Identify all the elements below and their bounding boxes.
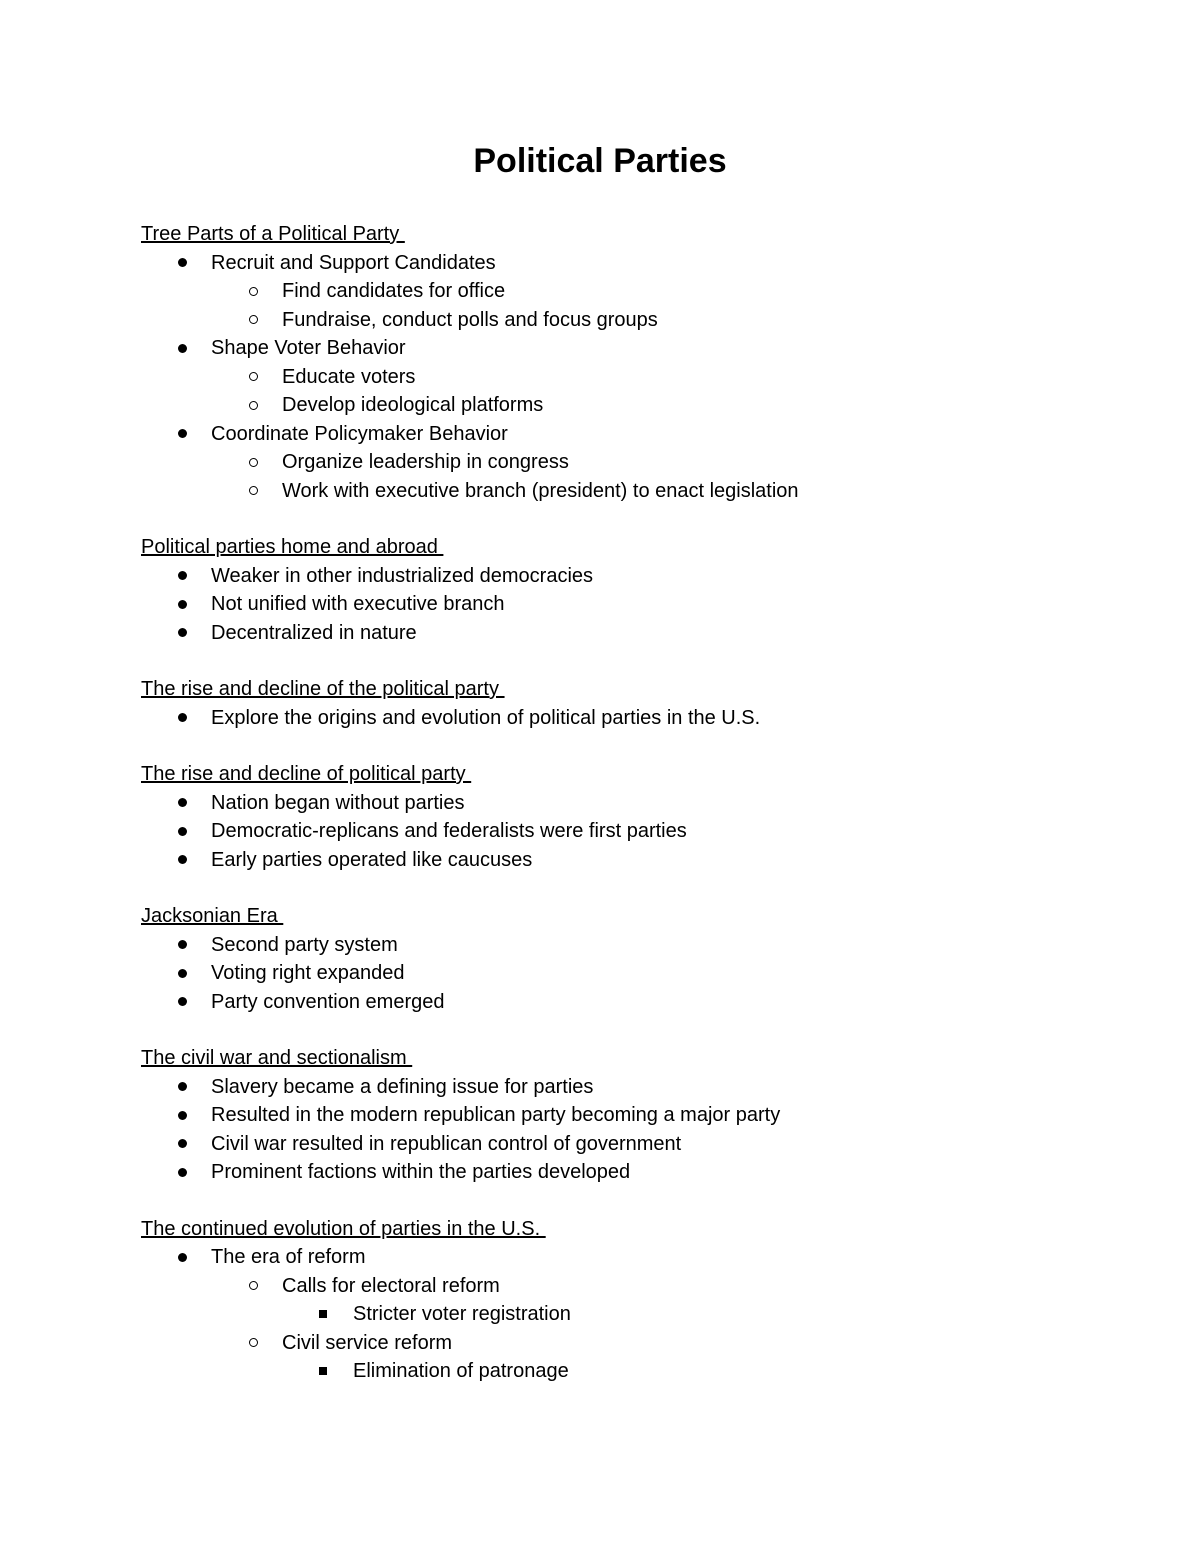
section-heading: Political parties home and abroad (141, 536, 444, 558)
list-item-text: Resulted in the modern republican party becoming a major party (211, 1104, 781, 1126)
disc-bullet-icon (178, 789, 187, 818)
list-item (141, 420, 1141, 449)
disc-bullet-icon (178, 249, 187, 278)
list-item (141, 448, 1141, 477)
circle-bullet-icon (249, 306, 258, 335)
section (141, 675, 1141, 732)
section (141, 220, 1141, 505)
disc-bullet-icon (178, 704, 187, 733)
list-item-text: Decentralized in nature (211, 621, 417, 644)
list-item (141, 1073, 1141, 1102)
list-item-text: Educate voters (282, 365, 416, 388)
list-item (141, 249, 1141, 278)
document-body (141, 220, 1141, 1414)
section-heading: Jacksonian Era (141, 905, 284, 927)
square-bullet-icon (319, 1300, 327, 1329)
disc-bullet-icon (178, 931, 187, 960)
list-item (141, 391, 1141, 420)
list-item (141, 590, 1141, 619)
list-item (141, 477, 1141, 506)
list-item-text: Democratic-replicans and federalists were first parties (211, 820, 687, 842)
list-item (141, 363, 1141, 392)
disc-bullet-icon (178, 1158, 187, 1187)
list-item-text: Early parties operated like caucuses (211, 848, 533, 871)
circle-bullet-icon (249, 448, 258, 477)
disc-bullet-icon (178, 988, 187, 1017)
section (141, 533, 1141, 647)
list-item-text: Organize leadership in congress (282, 451, 569, 473)
section-heading: The civil war and sectionalism (141, 1047, 413, 1069)
list-item-text: Prominent factions within the parties developed (211, 1161, 631, 1183)
circle-bullet-icon (249, 391, 258, 420)
list-item-text: Stricter voter registration (353, 1303, 571, 1325)
list-item-text: Fundraise, conduct polls and focus groups (282, 308, 658, 331)
list-item (141, 562, 1141, 591)
list-item (141, 1329, 1141, 1358)
list-item (141, 306, 1141, 335)
list-item-text: Slavery became a defining issue for parties (211, 1075, 594, 1098)
list-item (141, 959, 1141, 988)
list-item-text: Not unified with executive branch (211, 593, 505, 615)
list-item-text: Weaker in other industrialized democracies (211, 564, 594, 587)
list-item-text: Elimination of patronage (353, 1360, 569, 1382)
list-item (141, 1158, 1141, 1187)
circle-bullet-icon (249, 277, 258, 306)
list-item (141, 277, 1141, 306)
section-heading: The rise and decline of political party (141, 763, 472, 785)
list-item-text: Work with executive branch (president) to enact legislation (282, 479, 799, 502)
section (141, 1215, 1141, 1386)
list-item-text: Nation began without parties (211, 791, 465, 814)
disc-bullet-icon (178, 420, 187, 449)
list-item-text: Civil war resulted in republican control of government (211, 1132, 682, 1155)
circle-bullet-icon (249, 1272, 258, 1301)
disc-bullet-icon (178, 334, 187, 363)
disc-bullet-icon (178, 590, 187, 619)
disc-bullet-icon (178, 562, 187, 591)
list-item-text: Civil service reform (282, 1331, 453, 1354)
list-item (141, 846, 1141, 875)
disc-bullet-icon (178, 1101, 187, 1130)
circle-bullet-icon (249, 1329, 258, 1358)
list-item (141, 817, 1141, 846)
section-heading: Tree Parts of a Political Party (141, 223, 405, 245)
list-item (141, 334, 1141, 363)
list-item-text: Voting right expanded (211, 962, 405, 984)
section (141, 760, 1141, 874)
disc-bullet-icon (178, 846, 187, 875)
section (141, 902, 1141, 1016)
list-item (141, 619, 1141, 648)
list-item (141, 1130, 1141, 1159)
list-item (141, 1357, 1141, 1386)
list-item-text: Recruit and Support Candidates (211, 251, 496, 274)
list-item-text: Explore the origins and evolution of political parties in the U.S. (211, 706, 761, 729)
disc-bullet-icon (178, 1243, 187, 1272)
section-heading: The rise and decline of the political party (141, 678, 505, 700)
disc-bullet-icon (178, 619, 187, 648)
list-item-text: Calls for electoral reform (282, 1274, 500, 1297)
list-item-text: Develop ideological platforms (282, 394, 544, 416)
disc-bullet-icon (178, 817, 187, 846)
circle-bullet-icon (249, 363, 258, 392)
section (141, 1044, 1141, 1187)
list-item (141, 789, 1141, 818)
list-item (141, 704, 1141, 733)
disc-bullet-icon (178, 1073, 187, 1102)
section-heading: The continued evolution of parties in the U.S. (141, 1217, 546, 1240)
list-item-text: Second party system (211, 933, 398, 956)
list-item (141, 1272, 1141, 1301)
list-item (141, 931, 1141, 960)
square-bullet-icon (319, 1357, 327, 1386)
list-item (141, 1243, 1141, 1272)
list-item-text: Shape Voter Behavior (211, 337, 406, 359)
list-item-text: The era of reform (211, 1246, 366, 1268)
list-item-text: Find candidates for office (282, 280, 506, 302)
list-item (141, 988, 1141, 1017)
list-item (141, 1300, 1141, 1329)
list-item-text: Party convention emerged (211, 990, 445, 1013)
list-item (141, 1101, 1141, 1130)
disc-bullet-icon (178, 959, 187, 988)
list-item-text: Coordinate Policymaker Behavior (211, 422, 508, 445)
circle-bullet-icon (249, 477, 258, 506)
page-title: Political Parties (473, 142, 727, 180)
disc-bullet-icon (178, 1130, 187, 1159)
